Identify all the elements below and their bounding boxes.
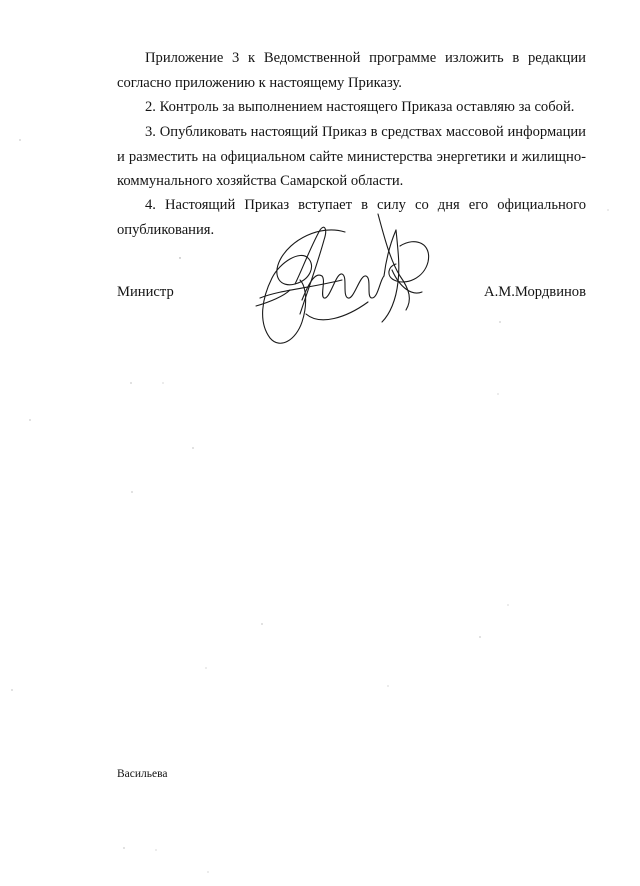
signatory-role: Министр bbox=[117, 284, 174, 300]
paragraph-control: 2. Контроль за выполнением настоящего Приказа оставляю за собой. bbox=[145, 99, 575, 115]
paragraph-publication: 3. Опубликовать настоящий Приказ в средствах массовой информации и разместить на официальном сайте министерства энергетики и жилищно-коммунального хозяйства Самарской области. bbox=[117, 124, 586, 189]
handwritten-signature bbox=[250, 210, 440, 350]
signatory-name: А.М.Мордвинов bbox=[484, 284, 586, 300]
executor-name: Васильева bbox=[117, 768, 168, 780]
paragraph-effective-date: 4. Настоящий Приказ вступает в силу со дня его официального опубликования. bbox=[117, 197, 586, 238]
paragraph-appendix-3: Приложение 3 к Ведомственной программе изложить в редакции согласно приложению к настоящему Приказу. bbox=[117, 50, 586, 91]
